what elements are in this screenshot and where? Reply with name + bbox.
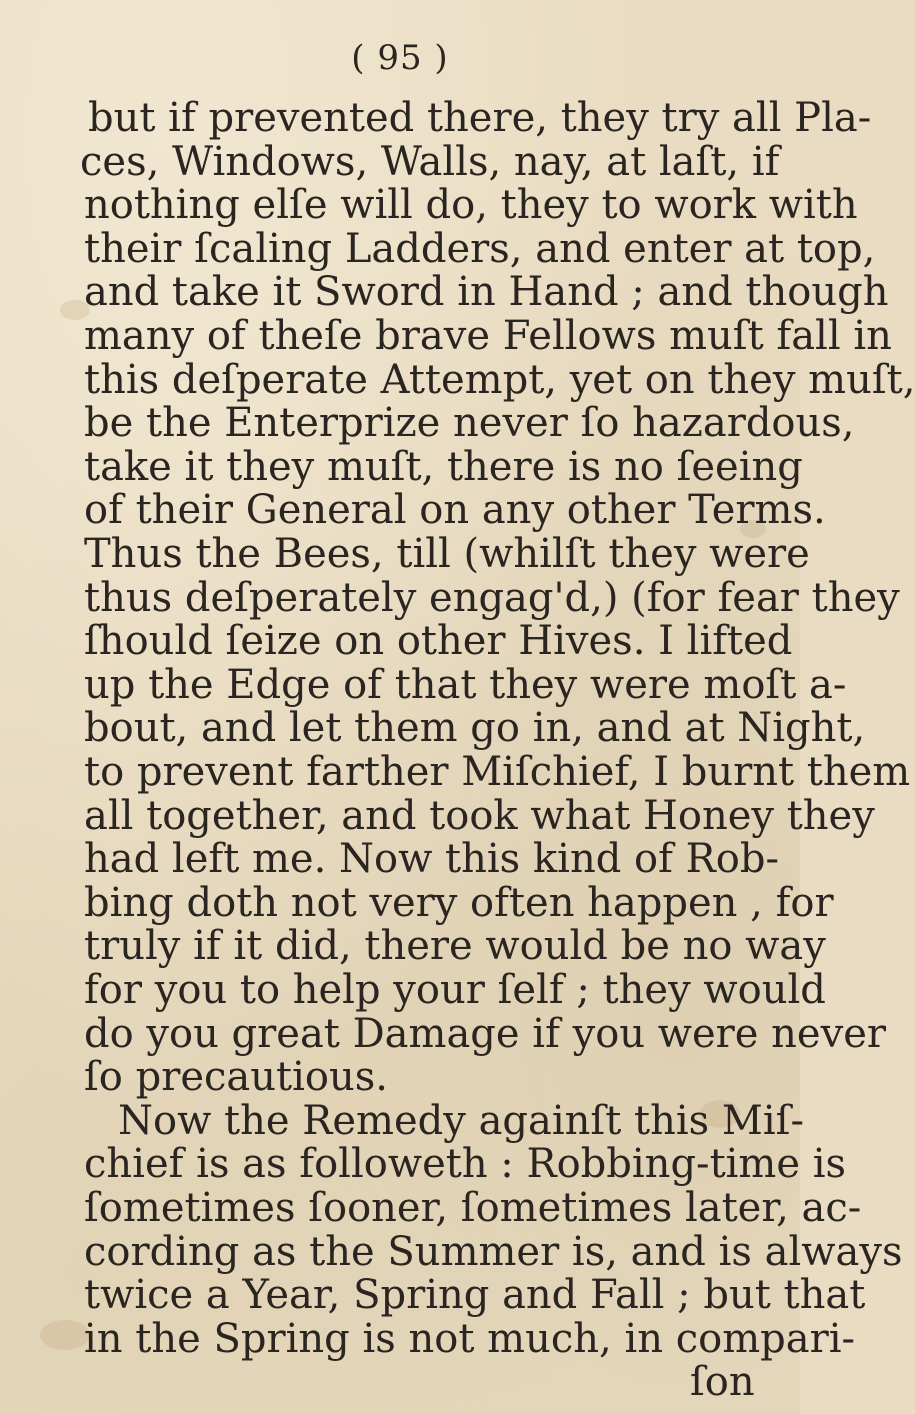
text-line: do you great Damage if you were never [84, 1010, 886, 1057]
text-line: had left me. Now this kind of Rob- [84, 836, 779, 883]
text-line: and take it Sword in Hand ; and though [84, 269, 889, 316]
text-line: bing doth not very often happen , for [84, 879, 834, 926]
text-line: thus deſperately engag'd,) (for fear they [84, 574, 900, 621]
text-line: but if prevented there, they try all Pla- [88, 95, 872, 141]
paper-stain [40, 1320, 90, 1350]
text-line: bout, and let them go in, and at Night, [84, 705, 866, 752]
text-line: this deſperate Attempt, yet on they muſt, [84, 356, 915, 403]
text-line: ſometimes ſooner, ſometimes later, ac- [84, 1185, 862, 1231]
text-line: for you to help your ſelf ; they would [84, 967, 826, 1013]
text-line: nothing elſe will do, they to work with [84, 182, 858, 229]
text-line: ſhould ſeize on other Hives. I lifted [84, 618, 793, 665]
text-line: to prevent farther Miſchief, I burnt them [84, 749, 911, 795]
text-line: twice a Year, Spring and Fall ; but that [84, 1272, 866, 1319]
text-line: chief is as followeth : Robbing-time is [84, 1141, 847, 1188]
page-number: ( 95 ) [351, 38, 449, 78]
text-line: Now the Remedy againſt this Miſ- [118, 1097, 804, 1144]
text-line: be the Enterprize never ſo hazardous, [84, 400, 855, 447]
text-line: their ſcaling Ladders, and enter at top, [84, 225, 876, 272]
text-line: take it they muſt, there is no ſeeing [84, 443, 803, 490]
text-line: truly if it did, there would be no way [84, 923, 826, 970]
text-line: ſo precautious. [84, 1054, 388, 1101]
text-line: many of theſe brave Fellows muſt fall in [84, 313, 892, 359]
text-line: up the Edge of that they were moſt a- [84, 661, 847, 708]
text-line: all together, and took what Honey they [84, 792, 875, 839]
text-line: Thus the Bees, till (whilſt they were [84, 531, 810, 577]
text-line: ſon [690, 1359, 755, 1406]
text-line: ces, Windows, Walls, nay, at laſt, if [80, 138, 780, 185]
text-line: in the Spring is not much, in compari- [84, 1315, 856, 1362]
text-line: of their General on any other Terms. [84, 487, 826, 534]
text-line: cording as the Summer is, and is always [84, 1228, 903, 1275]
